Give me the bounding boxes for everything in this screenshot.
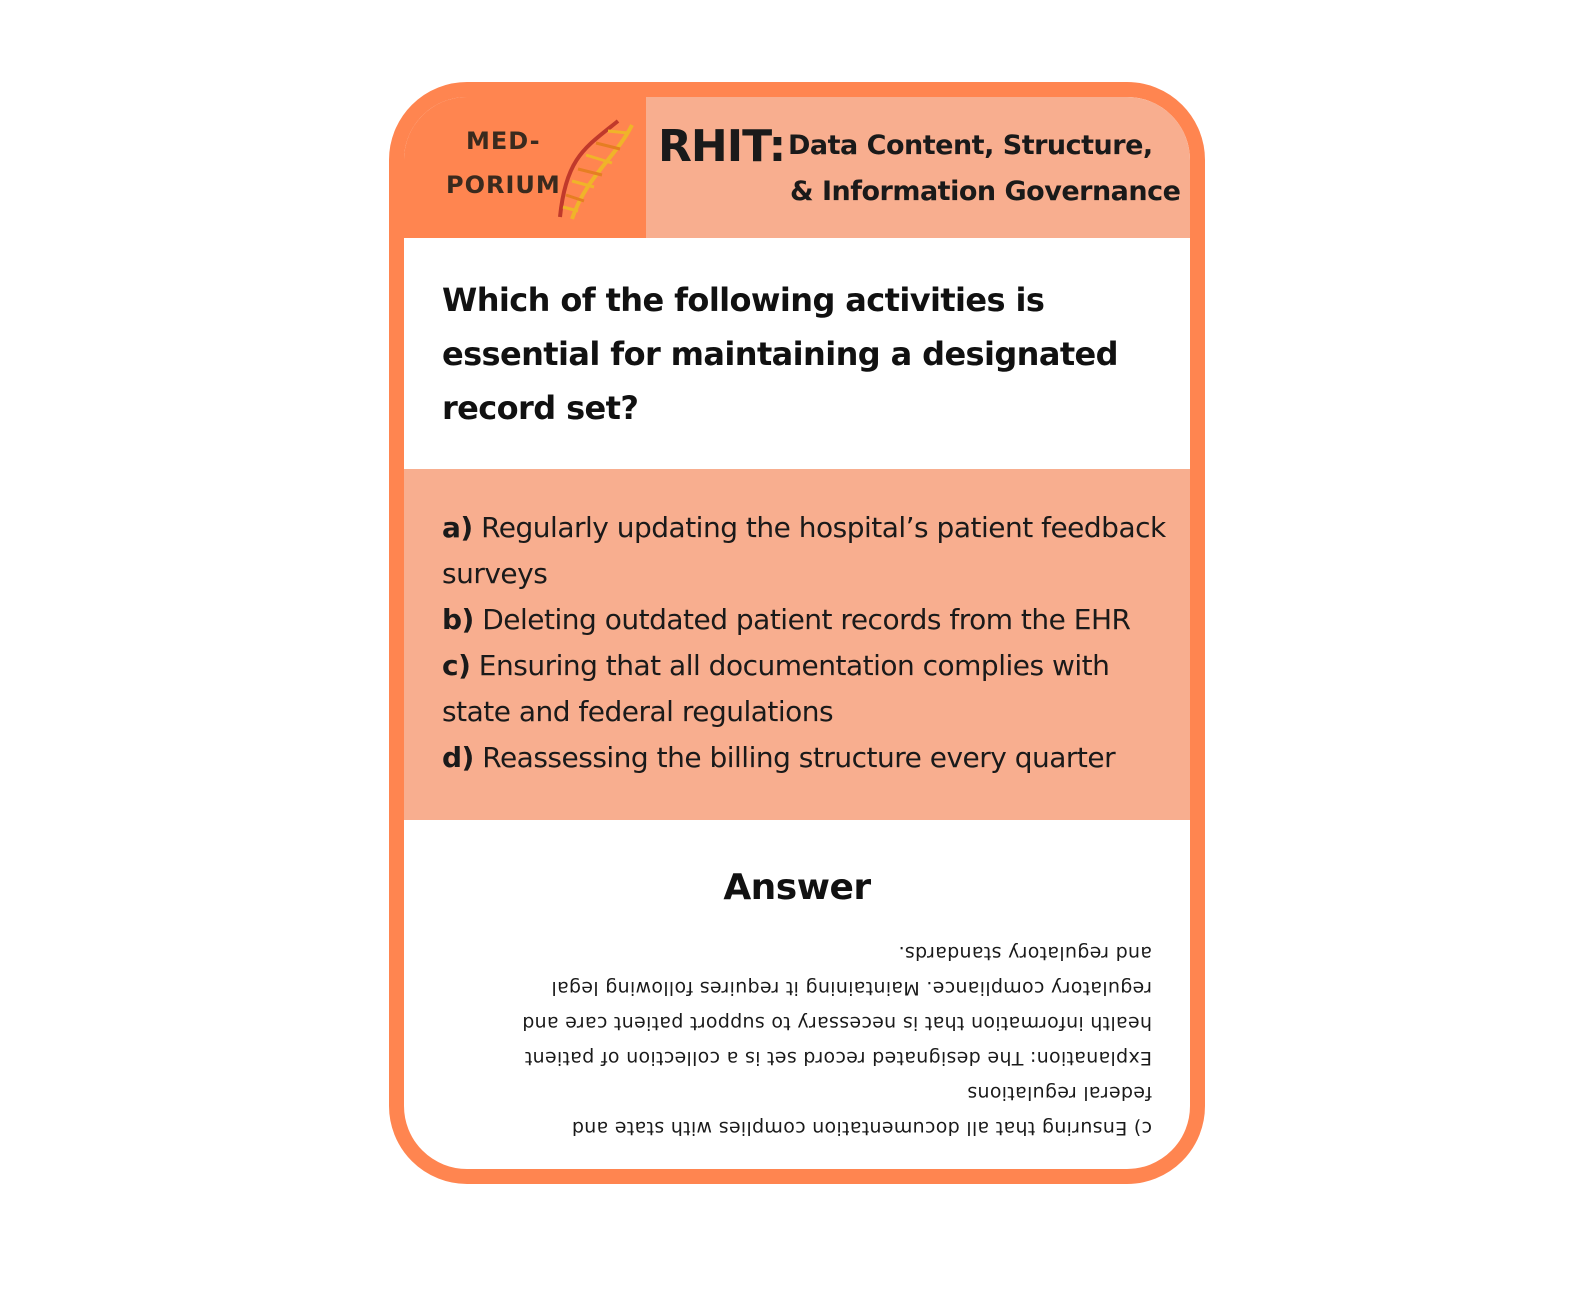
answer-line: federal regulations bbox=[966, 1082, 1152, 1104]
option-key: b) bbox=[442, 603, 474, 636]
subject-line-2: & Information Governance bbox=[790, 176, 1181, 207]
subject-title bbox=[788, 123, 1180, 215]
answer-line: regulatory compliance. Maintaining it requires following legal bbox=[551, 977, 1152, 999]
dna-helix-icon bbox=[556, 117, 636, 221]
options-list bbox=[442, 505, 1182, 781]
answer-line: Explanation: The designated record set is a collection of patient bbox=[524, 1047, 1152, 1069]
option-text: Deleting outdated patient records from the EHR bbox=[473, 603, 1131, 636]
option-b bbox=[442, 597, 1182, 643]
question-text: Which of the following activities is essential for maintaining a designated record set? bbox=[442, 281, 1118, 427]
answer-explanation-upside-down bbox=[452, 935, 1152, 1145]
exam-title: RHIT: bbox=[658, 121, 786, 172]
logo-block bbox=[404, 97, 646, 238]
card-header bbox=[404, 97, 1190, 238]
option-c bbox=[442, 643, 1182, 735]
subject-line-1: Data Content, Structure, bbox=[788, 130, 1153, 161]
option-text: Regularly updating the hospital’s patient feedback surveys bbox=[442, 511, 1166, 590]
option-a bbox=[442, 505, 1182, 597]
logo bbox=[446, 119, 561, 207]
option-key: a) bbox=[442, 511, 473, 544]
answer-line: health information that is necessary to support patient care and bbox=[521, 1012, 1152, 1034]
flash-card bbox=[389, 82, 1205, 1184]
option-key: c) bbox=[442, 649, 471, 682]
answer-line: and regulatory standards. bbox=[898, 942, 1152, 964]
logo-line-1: MED- bbox=[466, 127, 541, 155]
option-text: Reassessing the billing structure every quarter bbox=[473, 741, 1116, 774]
options-panel bbox=[404, 469, 1190, 820]
option-key: d) bbox=[442, 741, 474, 774]
option-d bbox=[442, 735, 1182, 781]
answer-heading: Answer bbox=[723, 867, 871, 908]
option-text: Ensuring that all documentation complies with state and federal regulations bbox=[442, 649, 1110, 728]
answer-line: c) Ensuring that all documentation complies with state and bbox=[571, 1117, 1152, 1139]
logo-line-2: PORIUM bbox=[446, 171, 561, 199]
